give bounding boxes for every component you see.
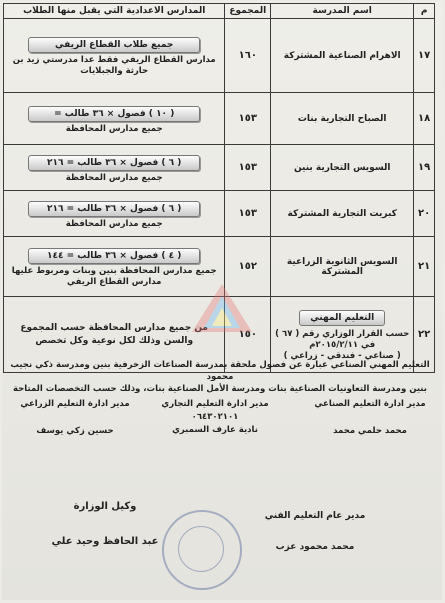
- header-total: المجموع: [225, 4, 271, 19]
- row-desc: جميع مدارس المحافظة: [65, 172, 163, 183]
- row-num: ٢٢: [414, 297, 435, 373]
- row-desc: جميع مدارس المحافظة بنين وبنات ومربوط عليها مدارس القطاع الريفي: [11, 266, 217, 287]
- note-line-1: التعليم المهني الصناعي عبارة عن فصول ملحقة بمدرسة الصناعات الزخرفية بنين ومدرسة ذكي نجيب محمود: [10, 360, 430, 382]
- header-num: م: [414, 4, 435, 19]
- table-row: [4, 145, 435, 191]
- row-desc: مدارس القطاع الريفي فقط عدا مدرستي زيد بن حارثة والجبلايات: [12, 55, 216, 76]
- row-school: كبريت التجارية المشتركة: [271, 191, 414, 237]
- signature-general-name: محمد محمود عزب: [275, 542, 355, 552]
- row-school: السويس الثانوية الزراعية المشتركة: [271, 237, 414, 297]
- signature-agricultural: [10, 398, 140, 438]
- row-total: ١٥٠: [225, 297, 271, 373]
- signature-commercial: [150, 398, 280, 437]
- signature-commercial-name: نادية عارف السمبري: [172, 425, 258, 435]
- row-source: [4, 191, 225, 237]
- row-source: [4, 93, 225, 145]
- signature-deputy: [40, 500, 170, 548]
- row-desc: من جميع مدارس المحافظة حسب المجموع والسن وذلك لكل نوعية وكل تخصص: [20, 322, 208, 346]
- decree-date: في ٢٠١٥/٢/١١م: [309, 340, 376, 350]
- row-source: [4, 145, 225, 191]
- signature-agri-title: مدير ادارة التعليم الزراعي: [20, 399, 130, 409]
- row-pill: جميع طلاب القطاع الريفي: [28, 37, 200, 53]
- signature-commercial-phone: ٠٦٤٣٠٢١٠١: [191, 412, 239, 422]
- signature-industrial-title: مدير ادارة التعليم الصناعي: [314, 399, 426, 409]
- note-line-2: بنين ومدرسة التعاونيات الصناعية بنات ومدرسة الأمل الصناعية بنات، وذلك حسب التخصصات المتاحة: [13, 384, 427, 394]
- vocational-note: [4, 359, 436, 395]
- decree-types: ( صناعي - فندقي - زراعي ): [283, 351, 401, 361]
- signature-industrial-name: محمد حلمي محمد: [333, 426, 407, 436]
- row-num: ٢١: [414, 237, 435, 297]
- row-desc: جميع مدارس المحافظة: [65, 218, 163, 229]
- row-total: ١٥٢: [225, 237, 271, 297]
- row-pill: ( ٦ ) فصول × ٣٦ طالب = ٢١٦: [28, 155, 200, 171]
- signature-agri-name: حسين زكي يوسف: [36, 426, 114, 436]
- row-source: [4, 19, 225, 93]
- decree-line: حسب القرار الوزاري رقم ( ٦٧ ): [275, 329, 410, 339]
- signature-general-title: مدير عام التعليم الفني: [264, 511, 366, 521]
- row-total: ١٥٣: [225, 145, 271, 191]
- row-num: ١٧: [414, 19, 435, 93]
- header-source: المدارس الاعدادية التي يقبل منها الطلاب: [4, 4, 225, 19]
- signature-general-director: [255, 510, 375, 554]
- table-header-row: [4, 4, 435, 19]
- signature-industrial: [305, 398, 435, 438]
- row-pill: ( ٤ ) فصول × ٣٦ طالب = ١٤٤: [28, 248, 200, 264]
- stamp-emblem-icon: [178, 526, 224, 572]
- row-total: ١٥٣: [225, 191, 271, 237]
- row-total: ١٦٠: [225, 19, 271, 93]
- row-num: ١٩: [414, 145, 435, 191]
- row-school: الصباح التجارية بنات: [271, 93, 414, 145]
- signature-deputy-title: وكيل الوزارة: [73, 501, 137, 512]
- table-row: [4, 191, 435, 237]
- row-school: الاهرام الصناعية المشتركة: [271, 19, 414, 93]
- vocational-pill: التعليم المهني: [299, 310, 385, 326]
- row-school: السويس التجارية بنين: [271, 145, 414, 191]
- row-desc: جميع مدارس المحافظة: [65, 123, 163, 134]
- official-stamp-icon: [162, 510, 242, 590]
- header-school: اسم المدرسة: [271, 4, 414, 19]
- row-pill: ( ٦ ) فصول × ٣٦ طالب = ٢١٦: [28, 201, 200, 217]
- row-pill: ( ١٠ ) فصول × ٣٦ طالب =: [28, 106, 200, 122]
- table-row: [4, 93, 435, 145]
- row-total: ١٥٣: [225, 93, 271, 145]
- signature-commercial-title: مدير ادارة التعليم التجاري: [161, 399, 269, 409]
- watermark-logo-icon: [190, 282, 254, 334]
- table-row: [4, 19, 435, 93]
- signature-deputy-name: عبد الحافظ وحيد علي: [51, 536, 159, 547]
- row-num: ١٨: [414, 93, 435, 145]
- row-num: ٢٠: [414, 191, 435, 237]
